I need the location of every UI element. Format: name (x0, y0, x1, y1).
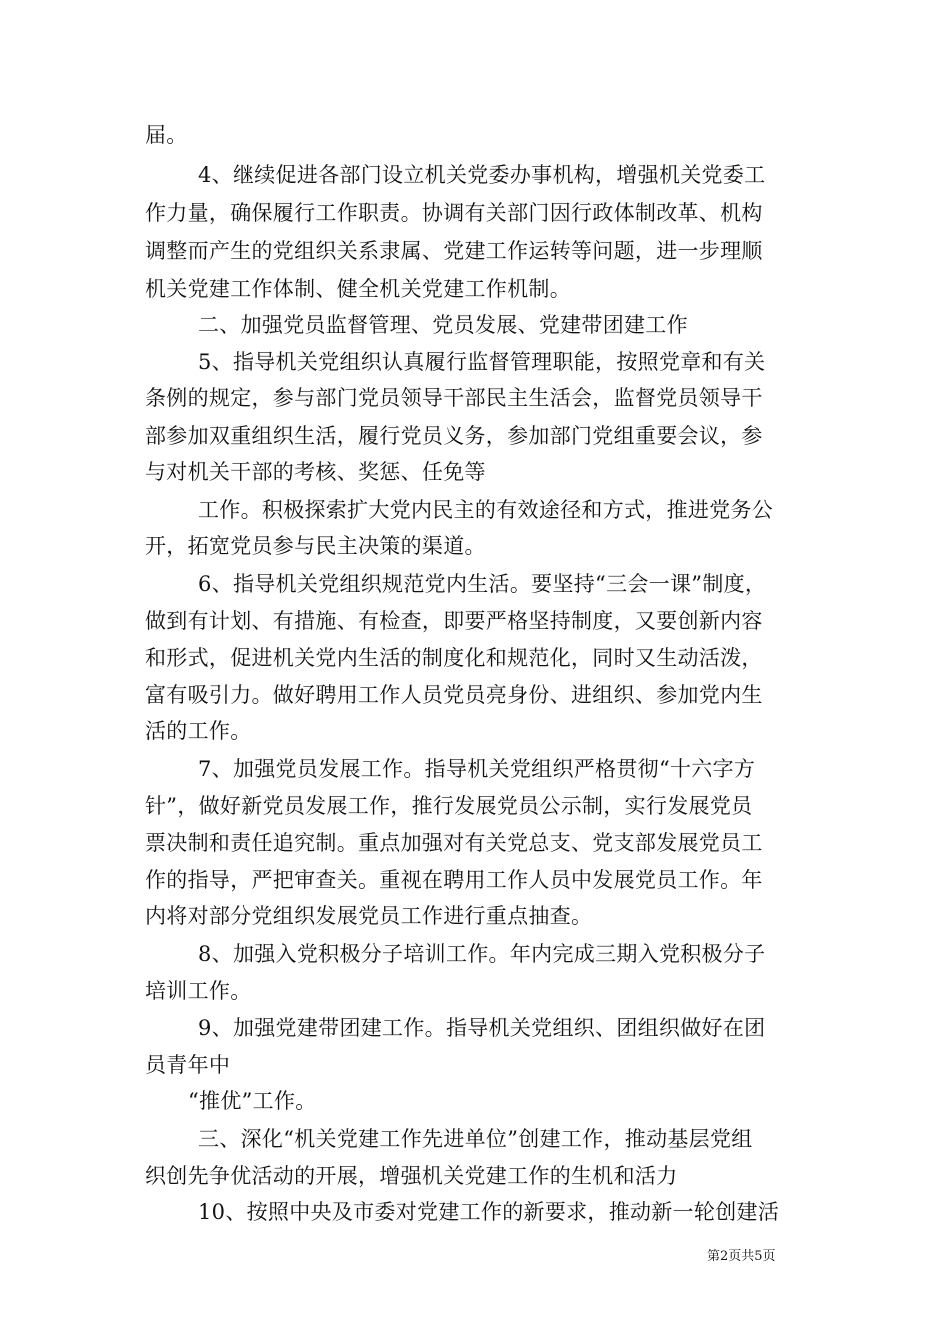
text-line: 和形式，促进机关党内生活的制度化和规范化，同时又生动活泼， (145, 646, 763, 670)
text-line: 部参加双重组织生活，履行党员义务，参加部门党组重要会议，参 (145, 424, 763, 448)
text-line: 培训工作。 (145, 979, 252, 1003)
text-line: 与对机关干部的考核、奖惩、任免等 (145, 460, 486, 484)
paragraph-4-line-1: 4、继续促进各部门设立机关党委办事机构，增强机关党委工 (198, 163, 766, 187)
section-heading-3: 三、深化“机关党建工作先进单位”创建工作，推动基层党组 (198, 1127, 753, 1151)
section-heading-2: 二、加强党员监督管理、党员发展、党建带团建工作 (198, 313, 688, 337)
paragraph-10-line-1: 10、按照中央及市委对党建工作的新要求，推动新一轮创建活 (198, 1200, 780, 1224)
paragraph-5-line-1: 5、指导机关党组织认真履行监督管理职能，按照党章和有关 (198, 350, 766, 374)
paragraph-6-line-1: 6、指导机关党组织规范党内生活。要坚持“三会一课”制度， (198, 572, 767, 596)
text-line: 开，拓宽党员参与民主决策的渠道。 (145, 534, 486, 558)
text-line: 员青年中 (145, 1053, 231, 1077)
text-line: 作的指导，严把审查关。重视在聘用工作人员中发展党员工作。年 (145, 868, 763, 892)
text-line: 作力量，确保履行工作职责。协调有关部门因行政体制改革、机构 (145, 201, 763, 225)
text-line: 针”，做好新党员发展工作，推行发展党员公示制，实行发展党员 (145, 794, 753, 818)
text-line: 活的工作。 (145, 719, 252, 743)
text-line: 做到有计划、有措施、有检查，即要严格坚持制度，又要创新内容 (145, 609, 763, 633)
text-line: 条例的规定，参与部门党员领导干部民主生活会，监督党员领导干 (145, 386, 763, 410)
paragraph-9-line-1: 9、加强党建带团建工作。指导机关党组织、团组织做好在团 (198, 1016, 766, 1040)
text-line: 票决制和责任追究制。重点加强对有关党总支、党支部发展党员工 (145, 831, 763, 855)
text-line: 调整而产生的党组织关系隶属、党建工作运转等问题，进一步理顺 (145, 239, 763, 263)
text-line: 机关党建工作体制、健全机关党建工作机制。 (145, 277, 571, 301)
text-line: 工作。积极探索扩大党内民主的有效途径和方式，推进党务公 (198, 498, 774, 522)
text-line: 届。 (145, 123, 188, 147)
text-line: 富有吸引力。做好聘用工作人员党员亮身份、进组织、参加党内生 (145, 683, 763, 707)
paragraph-8-line-1: 8、加强入党积极分子培训工作。年内完成三期入党积极分子 (198, 942, 766, 966)
paragraph-7-line-1: 7、加强党员发展工作。指导机关党组织严格贯彻“十六字方 (198, 757, 756, 781)
text-line: 织创先争优活动的开展，增强机关党建工作的生机和活力 (145, 1164, 678, 1188)
page-number-footer: 第2页共5页 (707, 1249, 776, 1264)
text-line: 内将对部分党组织发展党员工作进行重点抽查。 (145, 904, 593, 928)
text-line: “推优”工作。 (188, 1089, 317, 1113)
